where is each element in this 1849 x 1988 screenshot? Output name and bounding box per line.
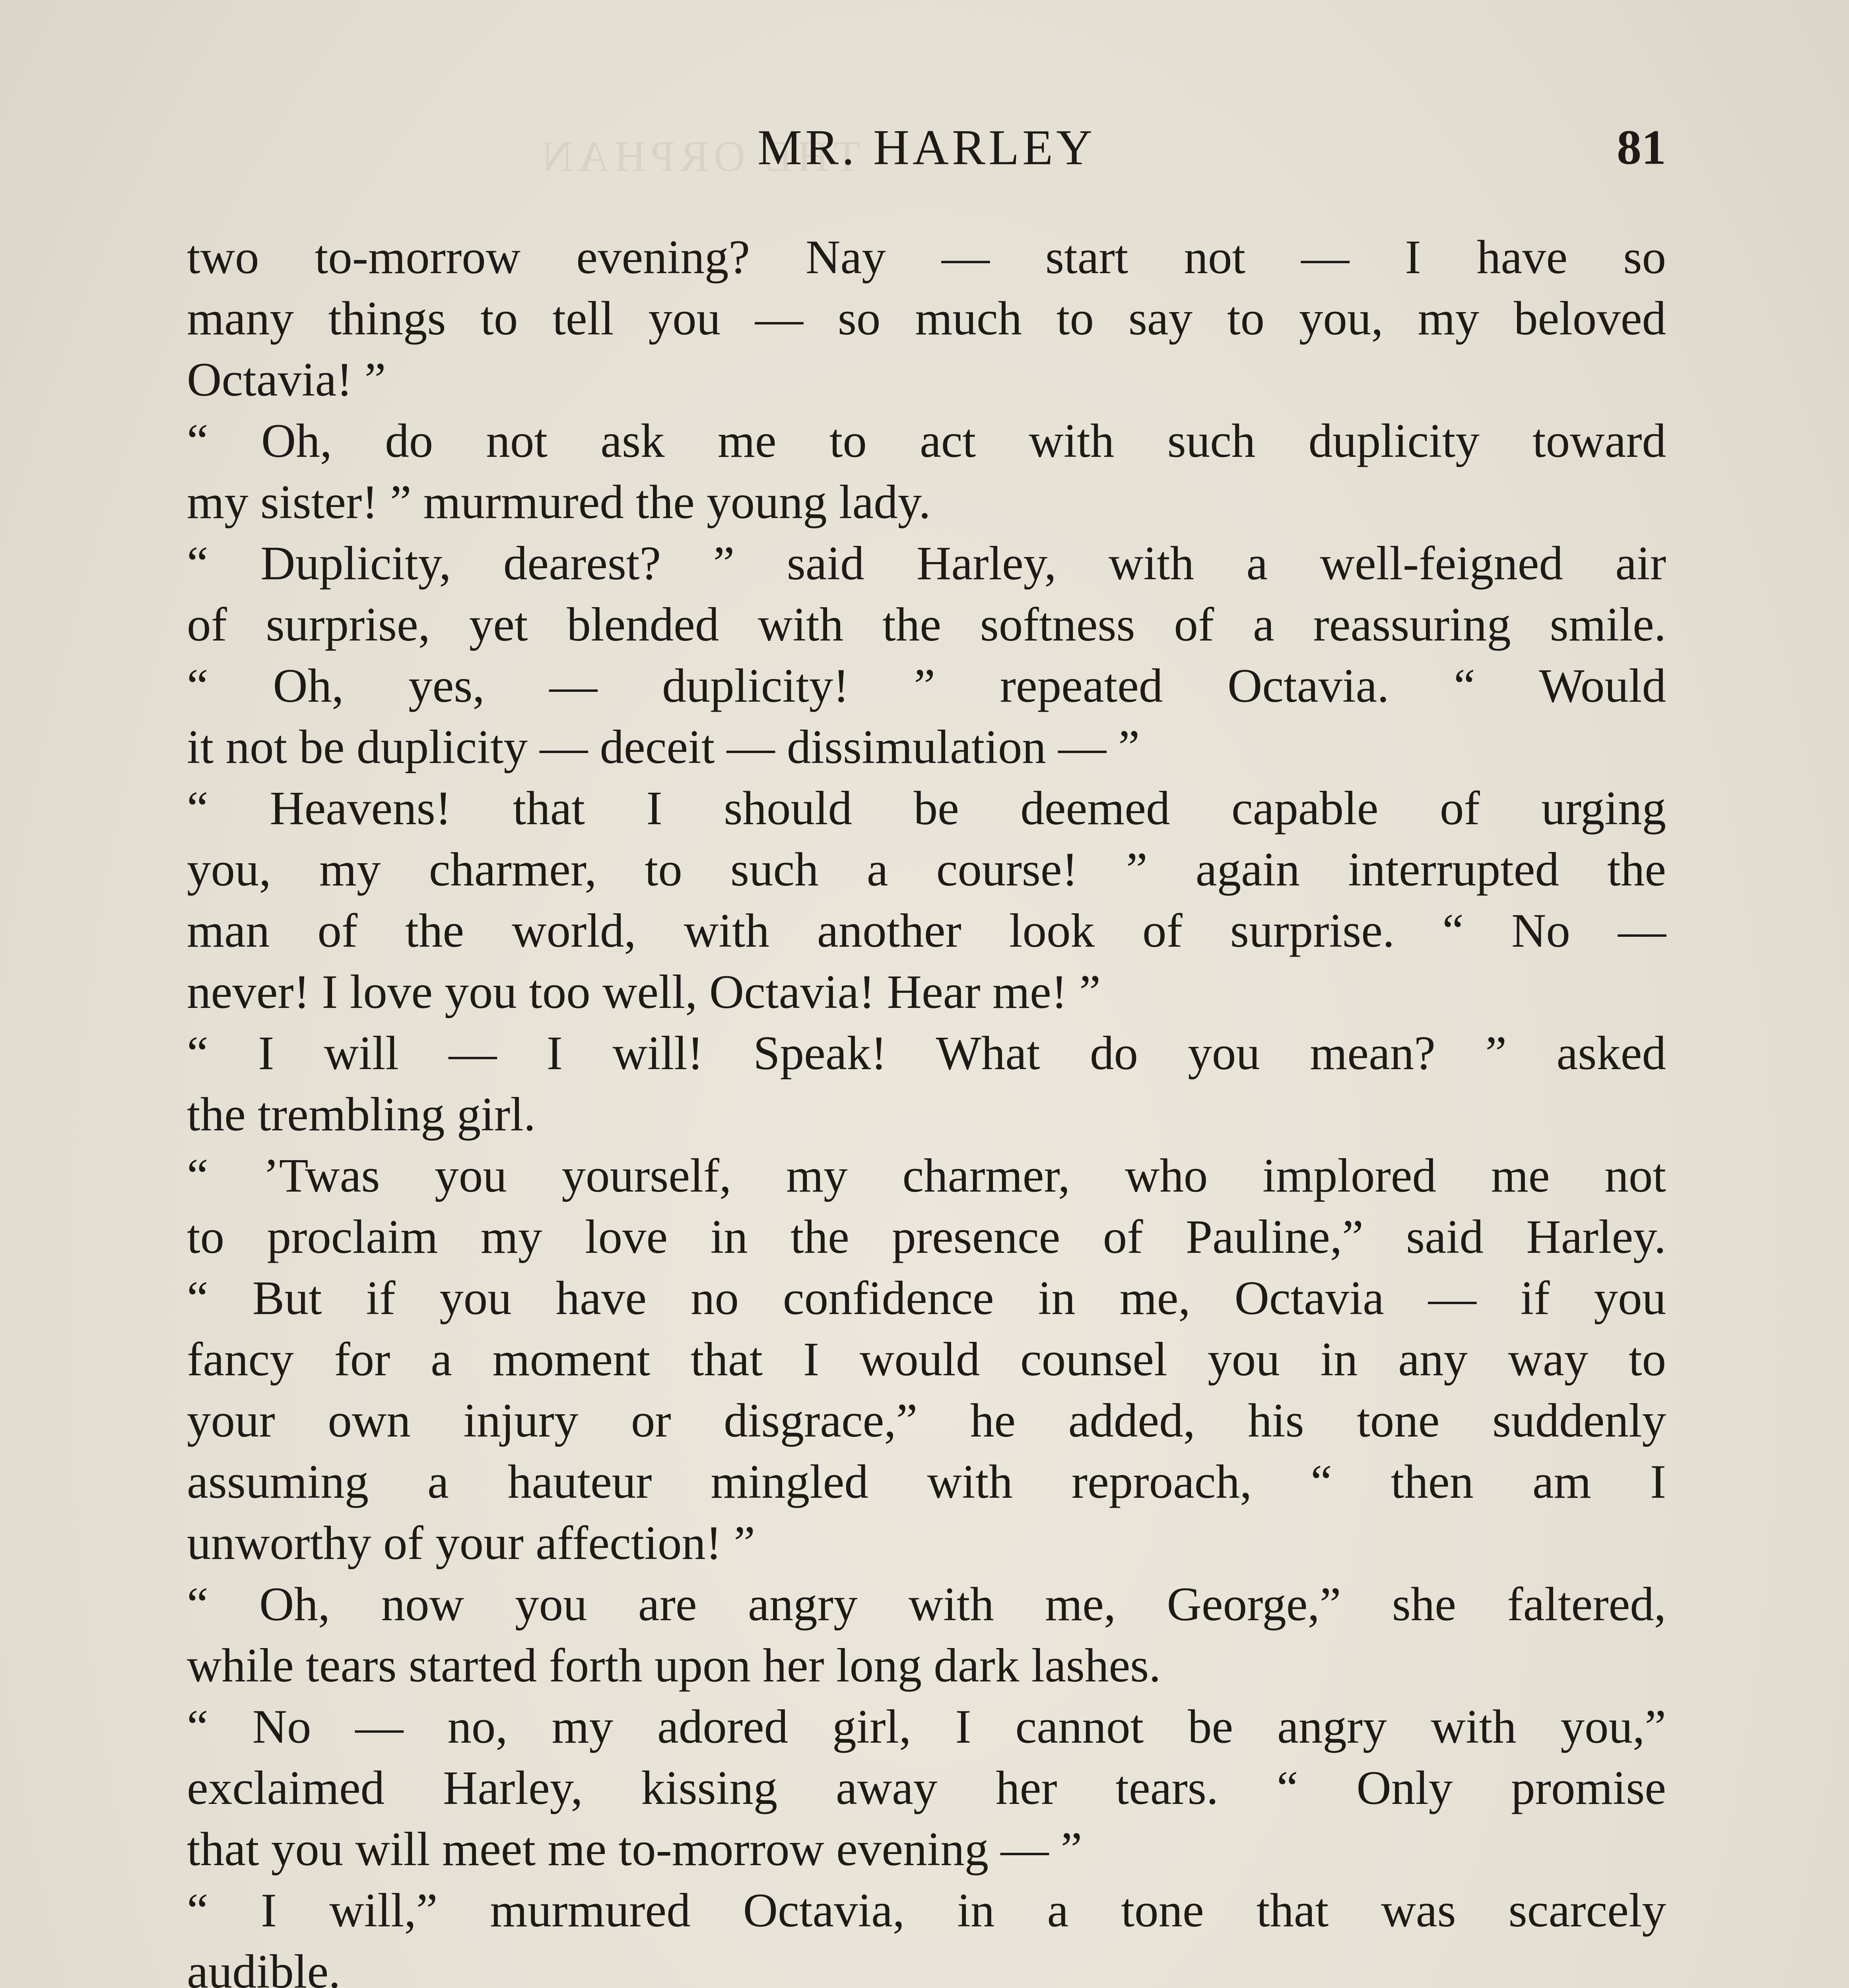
text-line: “ But if you have no confidence in me, Octavia — if you xyxy=(187,1272,1666,1325)
text-line: audible. xyxy=(187,1945,341,1988)
page-number: 81 xyxy=(1617,120,1666,175)
page-header xyxy=(187,119,1666,175)
text-line: that you will meet me to-morrow evening — ” xyxy=(187,1823,1082,1876)
text-line: while tears started forth upon her long dark lashes. xyxy=(187,1639,1161,1692)
text-line: two to-morrow evening? Nay — start not — I have so xyxy=(187,231,1666,284)
text-line: “ I will,” murmured Octavia, in a tone that was scarcely xyxy=(187,1884,1666,1937)
text-line: to proclaim my love in the presence of Pauline,” said Harley. xyxy=(187,1210,1666,1264)
show-through-text: THE ORPHAN xyxy=(537,132,860,181)
text-line: exclaimed Harley, kissing away her tears. “ Only promise xyxy=(187,1761,1666,1815)
text-line: “ Oh, yes, — duplicity! ” repeated Octavia. “ Would xyxy=(187,659,1666,712)
text-line: of surprise, yet blended with the softness of a reassuring smile. xyxy=(187,598,1666,651)
text-line: fancy for a moment that I would counsel you in any way to xyxy=(187,1333,1666,1386)
text-line: your own injury or disgrace,” he added, his tone suddenly xyxy=(187,1394,1666,1447)
text-line: “ Duplicity, dearest? ” said Harley, with a well-feigned air xyxy=(187,537,1666,590)
text-line: “ Oh, now you are angry with me, George,” she faltered, xyxy=(187,1578,1666,1631)
text-line: never! I love you too well, Octavia! Hear me! ” xyxy=(187,965,1101,1019)
text-line: many things to tell you — so much to say to you, my beloved xyxy=(187,292,1666,345)
text-line: you, my charmer, to such a course! ” again interrupted the xyxy=(187,843,1666,896)
text-line: Octavia! ” xyxy=(187,353,386,406)
text-line: “ ’Twas you yourself, my charmer, who implored me not xyxy=(187,1149,1666,1202)
text-line: it not be duplicity — deceit — dissimulation — ” xyxy=(187,720,1140,774)
running-head: MR. HARLEY xyxy=(757,120,1096,175)
text-line: “ Oh, do not ask me to act with such duplicity toward xyxy=(187,414,1666,468)
text-line: unworthy of your affection! ” xyxy=(187,1516,756,1570)
text-line: the trembling girl. xyxy=(187,1088,536,1141)
text-line: assuming a hauteur mingled with reproach, “ then am I xyxy=(187,1455,1666,1508)
text-line: “ Heavens! that I should be deemed capable of urging xyxy=(187,782,1666,835)
text-line: my sister! ” murmured the young lady. xyxy=(187,476,931,529)
body-text xyxy=(187,227,1666,1988)
text-line: “ No — no, my adored girl, I cannot be angry with you,” xyxy=(187,1700,1666,1753)
text-line: “ I will — I will! Speak! What do you mean? ” asked xyxy=(187,1027,1666,1080)
text-line: man of the world, with another look of surprise. “ No — xyxy=(187,904,1666,957)
